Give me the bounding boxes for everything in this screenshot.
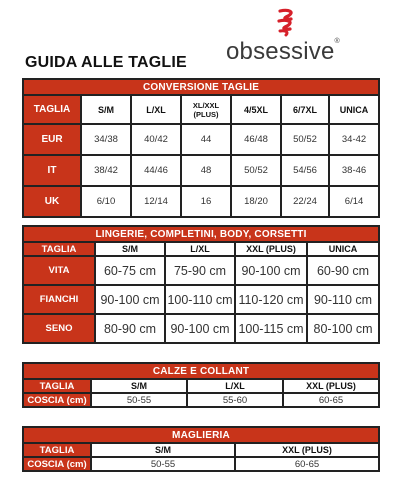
row-label: COSCIA (cm) (23, 457, 91, 471)
size-conversion-table (22, 78, 380, 218)
row-label: FIANCHI (23, 285, 95, 314)
table-cell: 100-115 cm (235, 314, 307, 343)
knitwear-size-table (22, 426, 380, 472)
table-cell: 34-42 (329, 124, 379, 155)
page-title: GUIDA ALLE TAGLIE (25, 54, 187, 71)
table-cell: 60-65 (283, 393, 379, 407)
table-cell: 18/20 (231, 186, 281, 217)
table-cell: 60-65 (235, 457, 379, 471)
table-cell: 38-46 (329, 155, 379, 186)
table-cell: 40/42 (131, 124, 181, 155)
column-header: S/M (95, 242, 165, 256)
table-row (23, 155, 379, 186)
size-label: TAGLIA (23, 443, 91, 457)
brand-wordmark: obsessive® (226, 38, 340, 65)
column-header: S/M (81, 95, 131, 124)
table-cell: 75-90 cm (165, 256, 235, 285)
column-header: 6/7XL (281, 95, 329, 124)
table-cell: 38/42 (81, 155, 131, 186)
table-cell: 46/48 (231, 124, 281, 155)
table-cell: 50-55 (91, 393, 187, 407)
table-title: MAGLIERIA (23, 427, 379, 443)
size-label: TAGLIA (23, 242, 95, 256)
table-row (23, 457, 379, 471)
table-row (23, 393, 379, 407)
row-label: COSCIA (cm) (23, 393, 91, 407)
table-cell: 50-55 (91, 457, 235, 471)
table-cell: 44 (181, 124, 231, 155)
table-cell: 90-100 cm (95, 285, 165, 314)
table-cell: 50/52 (281, 124, 329, 155)
column-header: 4/5XL (231, 95, 281, 124)
table-cell: 48 (181, 155, 231, 186)
row-label: EUR (23, 124, 81, 155)
table-cell: 80-90 cm (95, 314, 165, 343)
table-cell: 110-120 cm (235, 285, 307, 314)
column-header: XXL (PLUS) (235, 242, 307, 256)
brand-logo (226, 8, 356, 64)
table-cell: 34/38 (81, 124, 131, 155)
column-header: XXL (PLUS) (235, 443, 379, 457)
row-label: IT (23, 155, 81, 186)
table-cell: 90-100 cm (165, 314, 235, 343)
brand-mark-icon (271, 8, 301, 38)
row-label: VITA (23, 256, 95, 285)
column-header: XL/XXL (PLUS) (181, 95, 231, 124)
table-row (23, 285, 379, 314)
table-cell: 6/14 (329, 186, 379, 217)
size-label: TAGLIA (23, 95, 81, 124)
row-label: SENO (23, 314, 95, 343)
column-header: UNICA (307, 242, 379, 256)
table-cell: 90-100 cm (235, 256, 307, 285)
size-label: TAGLIA (23, 379, 91, 393)
table-cell: 60-75 cm (95, 256, 165, 285)
table-cell: 90-110 cm (307, 285, 379, 314)
table-cell: 100-110 cm (165, 285, 235, 314)
column-header: L/XL (187, 379, 283, 393)
table-title: CONVERSIONE TAGLIE (23, 79, 379, 95)
table-title: LINGERIE, COMPLETINI, BODY, CORSETTI (23, 226, 379, 242)
column-header: L/XL (165, 242, 235, 256)
table-title: CALZE E COLLANT (23, 363, 379, 379)
table-row (23, 186, 379, 217)
column-header: XXL (PLUS) (283, 379, 379, 393)
table-cell: 16 (181, 186, 231, 217)
column-header: S/M (91, 379, 187, 393)
table-row (23, 256, 379, 285)
table-cell: 50/52 (231, 155, 281, 186)
table-cell: 22/24 (281, 186, 329, 217)
table-cell: 55-60 (187, 393, 283, 407)
table-row (23, 124, 379, 155)
column-header: S/M (91, 443, 235, 457)
column-header: L/XL (131, 95, 181, 124)
table-cell: 54/56 (281, 155, 329, 186)
table-cell: 44/46 (131, 155, 181, 186)
tights-size-table (22, 362, 380, 408)
column-header: UNICA (329, 95, 379, 124)
table-cell: 60-90 cm (307, 256, 379, 285)
table-cell: 12/14 (131, 186, 181, 217)
table-row (23, 314, 379, 343)
table-cell: 80-100 cm (307, 314, 379, 343)
lingerie-size-table (22, 225, 380, 344)
table-cell: 6/10 (81, 186, 131, 217)
row-label: UK (23, 186, 81, 217)
